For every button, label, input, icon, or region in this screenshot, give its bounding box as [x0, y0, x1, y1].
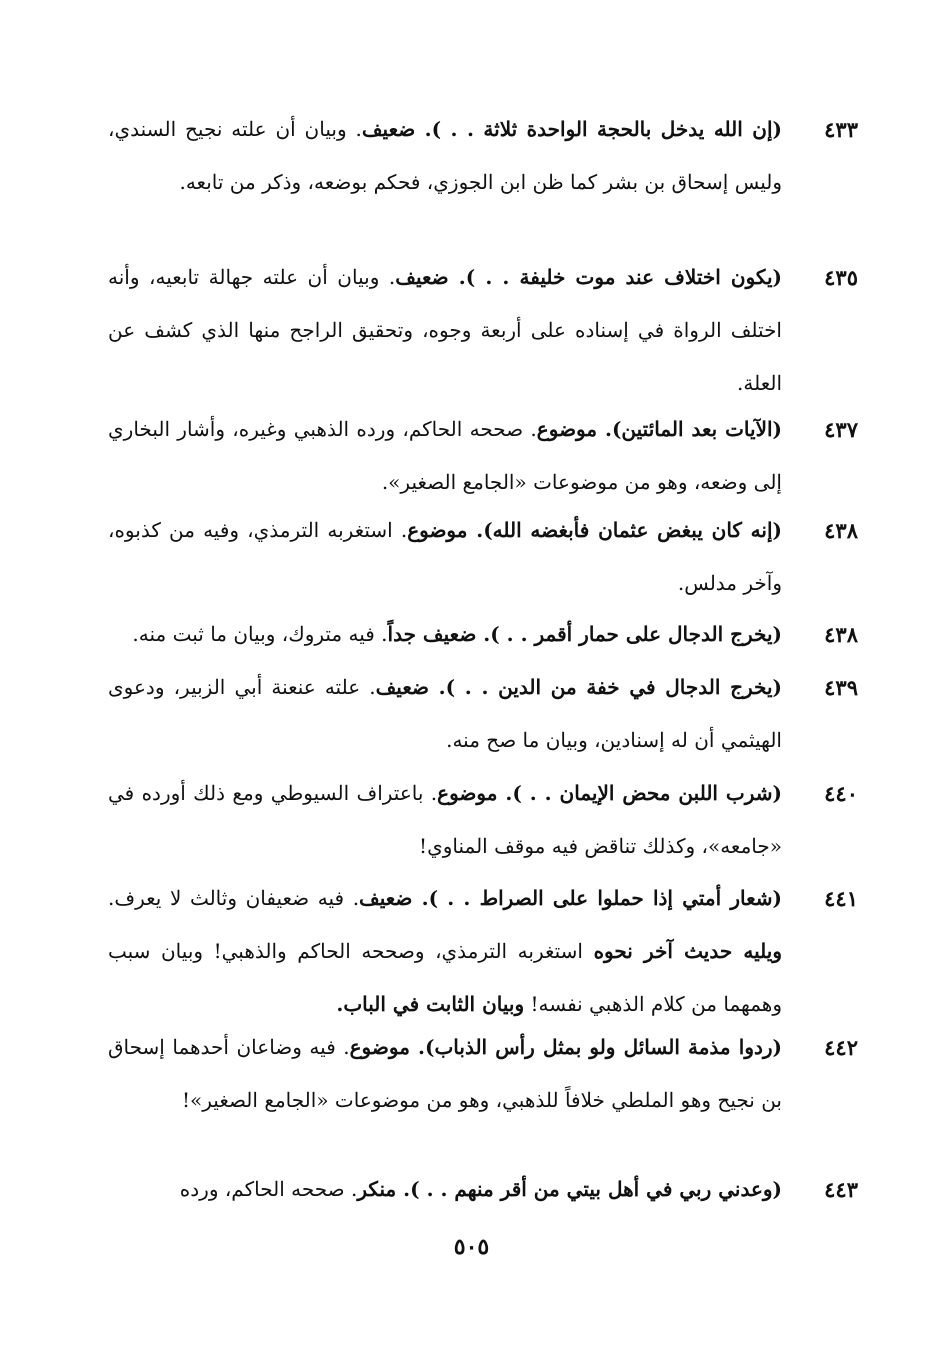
grading: ضعيف	[375, 675, 429, 699]
entry-number: ٤٣٨	[824, 518, 858, 543]
commentary: . صححه الحاكم، ورده الذهبي وغيره، وأشار البخاري إلى وضعه، وهو من موضوعات «الجامع الصغير».	[108, 417, 782, 494]
hadith-title: (إنه كان يبغض عثمان فأبغضه الله).	[467, 518, 782, 542]
entry-number: ٤٤١	[824, 886, 858, 911]
grading: موضوع	[536, 417, 598, 441]
entry-number: ٤٤٠	[824, 781, 858, 806]
related-hadith: ويليه حديث آخر نحوه	[593, 939, 782, 963]
commentary: . علته عنعنة أبي الزبير، ودعوى الهيثمي أن له إسنادين، وبيان ما صح منه.	[108, 675, 782, 752]
grading: ضعيف جداً	[387, 622, 477, 646]
entry-text	[108, 767, 782, 873]
entry-number: ٤٣٣	[824, 117, 858, 142]
hadith-title: (وعدني ربي في أهل بيتي من أقر منهم . . ).	[396, 1177, 782, 1201]
entry-443	[108, 1163, 858, 1216]
entry-438-b	[108, 608, 858, 661]
page-number: ٥٠٥	[453, 1234, 490, 1260]
entry-435	[108, 251, 858, 410]
grading: ضعيف	[361, 117, 416, 141]
entry-text	[108, 251, 782, 410]
entry-438	[108, 504, 858, 610]
entry-442	[108, 1021, 858, 1127]
grading: ضعيف	[395, 265, 449, 289]
entry-number: ٤٣٧	[824, 417, 858, 442]
hadith-title: (ردوا مذمة السائل ولو بمثل رأس الذباب).	[409, 1035, 782, 1059]
entry-440	[108, 767, 858, 873]
commentary: . استغربه الترمذي، وفيه من كذبوه، وآخر مدلس.	[108, 518, 782, 595]
commentary: . وبيان أن علته جهالة تابعيه، وأنه اختلف الرواة في إسناده على أربعة وجوه، وتحقيق الراجح منها الذي كشف عن العلة.	[108, 265, 782, 395]
entry-439	[108, 661, 858, 767]
entry-433	[108, 103, 858, 209]
commentary: . صححه الحاكم، ورده	[179, 1177, 358, 1201]
entry-text	[108, 1163, 782, 1216]
entry-text	[108, 608, 782, 661]
entry-text	[108, 1021, 782, 1127]
entry-text	[108, 661, 782, 767]
commentary: . باعتراف السيوطي ومع ذلك أورده في «جامعه»، وكذلك تناقض فيه موقف المناوي!	[108, 781, 782, 858]
entry-number: ٤٣٩	[824, 675, 858, 700]
hadith-title: (شعار أمتي إذا حملوا على الصراط . . ).	[412, 886, 782, 910]
grading: موضوع	[349, 1035, 410, 1059]
commentary: . فيه متروك، وبيان ما ثبت منه.	[132, 622, 388, 646]
grading: منكر	[357, 1177, 397, 1201]
hadith-title: (يخرج الدجال على حمار أقمر . . ).	[476, 622, 782, 646]
hadith-title: (الآيات بعد المائتين).	[597, 417, 782, 441]
commentary: . فيه وضاعان أحدهما إسحاق بن نجيح وهو الملطي خلافاً للذهبي، وهو من موضوعات «الجامع الصغير»!	[108, 1035, 782, 1112]
entry-text	[108, 872, 782, 1031]
entry-text	[108, 403, 782, 509]
hadith-title: (يكون اختلاف عند موت خليفة . . ).	[448, 265, 783, 289]
entry-number: ٤٤٢	[824, 1035, 858, 1060]
commentary: استغربه الترمذي، وصححه الحاكم والذهبي! وبيان سبب وهمهما من كلام الذهبي نفسه!	[108, 939, 782, 1016]
entry-text	[108, 504, 782, 610]
entry-text	[108, 103, 782, 209]
hadith-title: (شرب اللبن محض الإيمان . . ).	[497, 781, 782, 805]
commentary: . وبيان أن علته نجيح السندي، وليس إسحاق بن بشر كما ظن ابن الجوزي، فحكم بوضعه، وذكر من تابعه.	[108, 117, 782, 194]
grading: موضوع	[407, 518, 468, 542]
hadith-title: (إن الله يدخل بالحجة الواحدة ثلاثة . . ).	[415, 117, 782, 141]
commentary: . فيه ضعيفان وثالث لا يعرف.	[108, 886, 360, 910]
entry-437	[108, 403, 858, 509]
entry-number: ٤٤٣	[824, 1177, 858, 1202]
grading: ضعيف	[359, 886, 413, 910]
commentary-emphasis: وبيان الثابت في الباب.	[336, 992, 525, 1016]
grading: موضوع	[437, 781, 498, 805]
hadith-title: (يخرج الدجال في خفة من الدين . . ).	[428, 675, 782, 699]
entry-number: ٤٣٨	[824, 622, 858, 647]
entry-441	[108, 872, 858, 1031]
entry-number: ٤٣٥	[824, 265, 858, 290]
